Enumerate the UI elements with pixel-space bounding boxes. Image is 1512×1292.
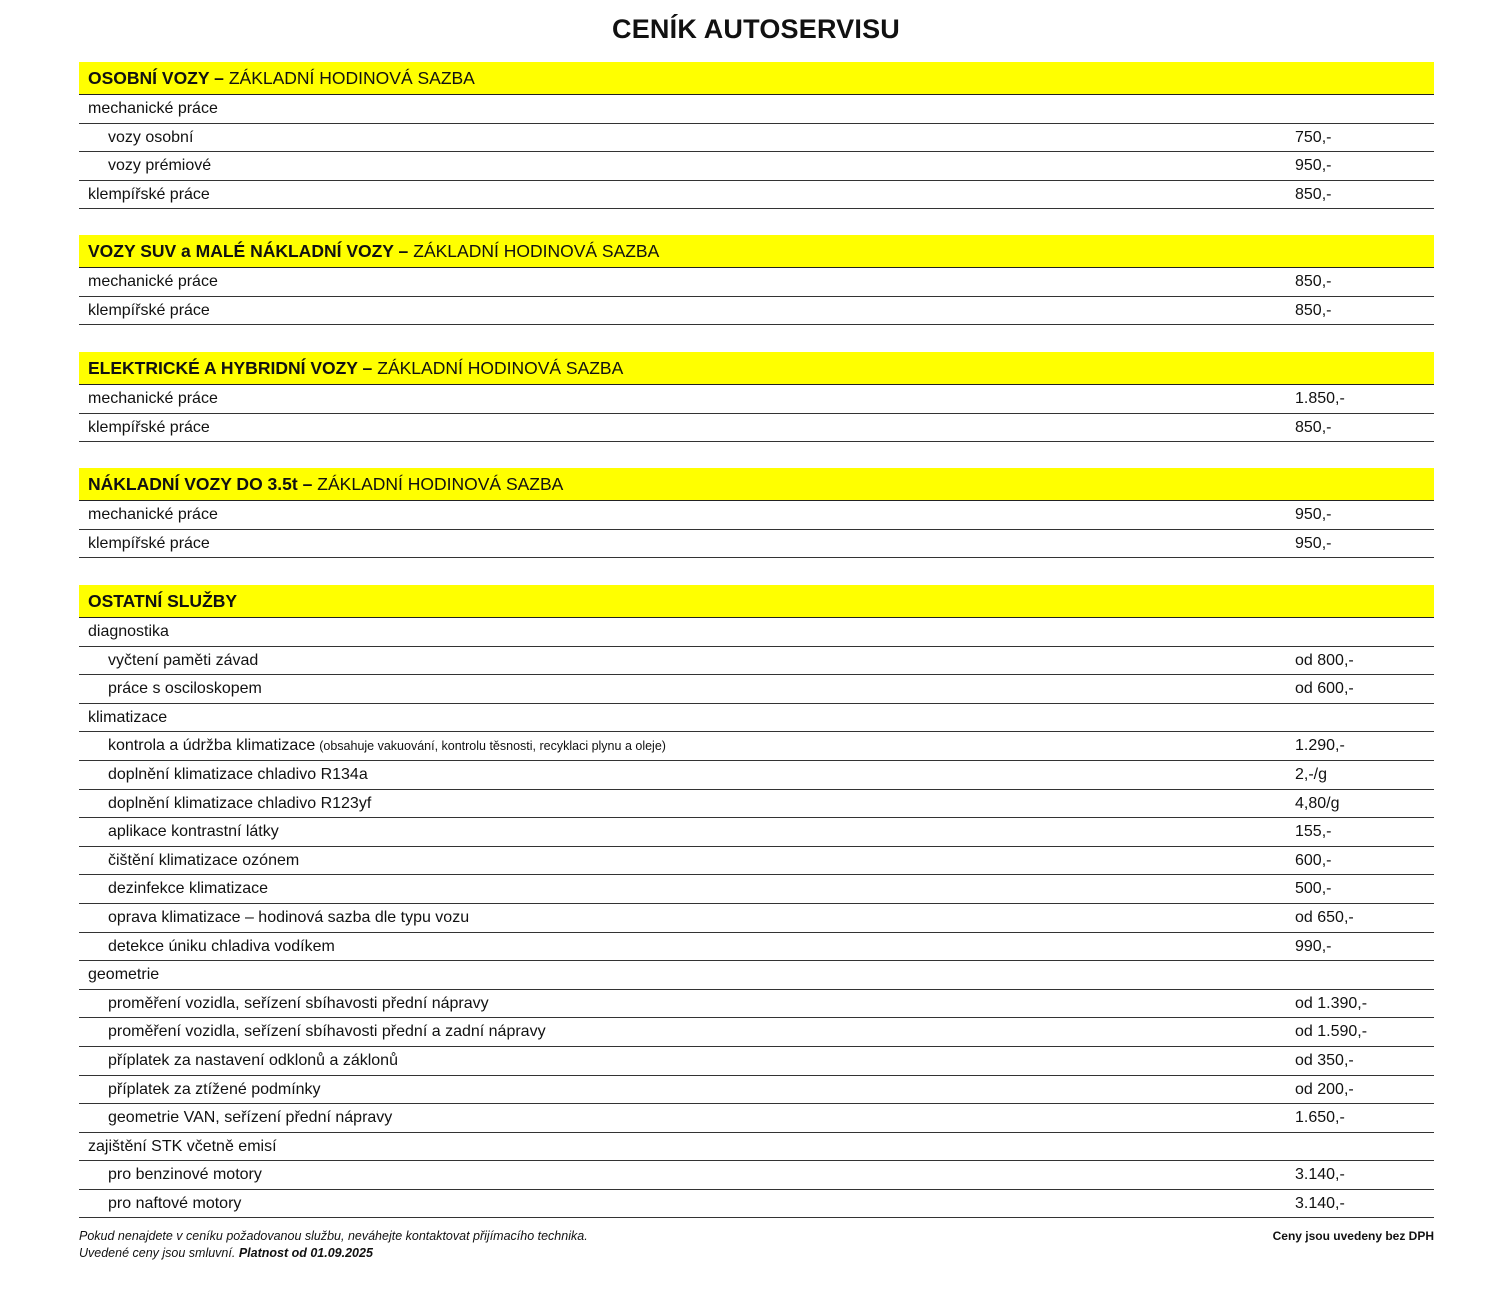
section-subtitle: ZÁKLADNÍ HODINOVÁ SAZBA bbox=[317, 473, 564, 494]
service-label bbox=[88, 618, 169, 645]
service-name: dezinfekce klimatizace bbox=[108, 880, 269, 898]
service-label bbox=[88, 704, 167, 731]
service-label bbox=[108, 818, 279, 845]
service-label bbox=[108, 904, 469, 931]
section-header bbox=[79, 62, 1434, 95]
service-price: 950,- bbox=[1295, 534, 1332, 552]
footer-valid-from: Platnost od 01.09.2025 bbox=[238, 1246, 373, 1260]
service-name: klempířské práce bbox=[88, 418, 210, 436]
service-price: 850,- bbox=[1295, 301, 1332, 319]
section-title: ELEKTRICKÉ A HYBRIDNÍ VOZY – bbox=[88, 357, 373, 378]
price-row bbox=[79, 501, 1434, 530]
service-name: doplnění klimatizace chladivo R123yf bbox=[108, 794, 372, 812]
footer-contract-note: Uvedené ceny jsou smluvní. bbox=[79, 1246, 236, 1260]
price-row bbox=[79, 761, 1434, 790]
section-header bbox=[79, 352, 1434, 385]
service-label bbox=[88, 961, 159, 988]
page-title: CENÍK AUTOSERVISU bbox=[612, 14, 900, 44]
service-name: mechanické práce bbox=[88, 390, 218, 407]
price-row bbox=[79, 904, 1434, 933]
service-price: 3.140,- bbox=[1295, 1166, 1345, 1184]
section-header bbox=[79, 468, 1434, 501]
service-name: kontrola a údržba klimatizace bbox=[108, 737, 316, 755]
service-label bbox=[108, 647, 258, 674]
section-title: VOZY SUV a MALÉ NÁKLADNÍ VOZY – bbox=[88, 240, 409, 261]
service-name: mechanické práce bbox=[88, 273, 218, 290]
service-price: 1.650,- bbox=[1295, 1109, 1345, 1127]
price-row bbox=[79, 818, 1434, 847]
service-label bbox=[88, 181, 210, 208]
price-row bbox=[79, 647, 1434, 676]
section bbox=[79, 62, 1434, 209]
service-name: klempířské práce bbox=[88, 534, 210, 552]
section bbox=[79, 585, 1434, 1218]
service-price: 1.850,- bbox=[1295, 390, 1345, 407]
service-price: od 1.590,- bbox=[1295, 1023, 1368, 1041]
service-label bbox=[108, 990, 489, 1017]
service-price: od 1.390,- bbox=[1295, 994, 1368, 1012]
service-label bbox=[108, 152, 211, 179]
price-row bbox=[79, 875, 1434, 904]
service-name: detekce úniku chladiva vodíkem bbox=[108, 937, 335, 955]
service-name: vozy osobní bbox=[108, 128, 194, 146]
service-name: vozy prémiové bbox=[108, 157, 212, 175]
service-price: od 800,- bbox=[1295, 651, 1354, 669]
service-price: od 600,- bbox=[1295, 680, 1354, 698]
price-row bbox=[79, 1133, 1434, 1162]
service-label bbox=[108, 1047, 398, 1074]
price-row bbox=[79, 1018, 1434, 1047]
footer-vat-note: Ceny jsou uvedeny bez DPH bbox=[1272, 1229, 1434, 1243]
price-row bbox=[79, 990, 1434, 1019]
service-name: proměření vozidla, seřízení sbíhavosti přední nápravy bbox=[108, 994, 489, 1012]
service-name: vyčtení paměti závad bbox=[108, 651, 259, 669]
price-row bbox=[79, 675, 1434, 704]
service-name: proměření vozidla, seřízení sbíhavosti přední a zadní nápravy bbox=[108, 1023, 546, 1041]
section-title: OSOBNÍ VOZY – bbox=[88, 67, 224, 88]
service-name: klempířské práce bbox=[88, 185, 210, 203]
service-label bbox=[108, 761, 368, 788]
price-row bbox=[79, 704, 1434, 733]
section-header bbox=[79, 235, 1434, 268]
price-row bbox=[79, 181, 1434, 210]
price-row bbox=[79, 268, 1434, 297]
service-label bbox=[108, 1161, 262, 1188]
service-label bbox=[108, 124, 193, 151]
service-name: doplnění klimatizace chladivo R134a bbox=[108, 765, 368, 783]
service-price: 850,- bbox=[1295, 273, 1332, 290]
price-row bbox=[79, 1047, 1434, 1076]
section-subtitle: ZÁKLADNÍ HODINOVÁ SAZBA bbox=[413, 240, 660, 261]
service-label bbox=[88, 385, 218, 412]
footer-validity bbox=[79, 1245, 1434, 1262]
service-label bbox=[88, 268, 218, 295]
service-name: pro benzinové motory bbox=[108, 1166, 262, 1184]
section bbox=[79, 235, 1434, 325]
price-row bbox=[79, 790, 1434, 819]
price-row bbox=[79, 961, 1434, 990]
service-price: 850,- bbox=[1295, 418, 1332, 436]
service-price: 3.140,- bbox=[1295, 1194, 1345, 1212]
service-label bbox=[108, 675, 262, 702]
service-price: 2,-/g bbox=[1295, 765, 1328, 783]
footer bbox=[79, 1228, 1434, 1262]
section-title: OSTATNÍ SLUŽBY bbox=[88, 590, 238, 611]
service-label bbox=[88, 297, 210, 324]
service-note: (obsahuje vakuování, kontrolu těsnosti, recyklaci plynu a oleje) bbox=[319, 739, 666, 754]
price-row bbox=[79, 1104, 1434, 1133]
service-price: 990,- bbox=[1295, 937, 1332, 955]
section bbox=[79, 352, 1434, 442]
service-label bbox=[88, 95, 218, 122]
section bbox=[79, 468, 1434, 558]
service-label bbox=[108, 1076, 321, 1103]
service-name: klempířské práce bbox=[88, 301, 210, 319]
service-price: 950,- bbox=[1295, 506, 1332, 523]
service-name: geometrie VAN, seřízení přední nápravy bbox=[108, 1109, 393, 1127]
service-price: 600,- bbox=[1295, 851, 1332, 869]
price-row bbox=[79, 152, 1434, 181]
service-name: mechanické práce bbox=[88, 506, 218, 523]
service-label bbox=[108, 790, 371, 817]
section-subtitle: ZÁKLADNÍ HODINOVÁ SAZBA bbox=[228, 67, 475, 88]
service-price: 750,- bbox=[1295, 128, 1332, 146]
price-row bbox=[79, 124, 1434, 153]
service-name: aplikace kontrastní látky bbox=[108, 823, 279, 841]
service-price: od 650,- bbox=[1295, 908, 1354, 926]
service-label bbox=[88, 414, 210, 441]
service-price: 850,- bbox=[1295, 185, 1332, 203]
service-name: oprava klimatizace – hodinová sazba dle typu vozu bbox=[108, 908, 470, 926]
price-row bbox=[79, 297, 1434, 326]
service-price: od 200,- bbox=[1295, 1080, 1354, 1098]
price-row bbox=[79, 732, 1434, 761]
service-name: příplatek za nastavení odklonů a záklonů bbox=[108, 1051, 398, 1069]
price-row bbox=[79, 847, 1434, 876]
footer-note: Pokud nenajdete v ceníku požadovanou službu, neváhejte kontaktovat přijímacího technika. bbox=[79, 1229, 588, 1243]
service-name: příplatek za ztížené podmínky bbox=[108, 1080, 321, 1098]
service-name: čištění klimatizace ozónem bbox=[108, 851, 300, 869]
service-price: 950,- bbox=[1295, 157, 1332, 175]
section-subtitle: ZÁKLADNÍ HODINOVÁ SAZBA bbox=[377, 357, 624, 378]
service-label bbox=[108, 847, 299, 874]
price-row bbox=[79, 1190, 1434, 1219]
service-label bbox=[88, 501, 218, 528]
service-name: pro naftové motory bbox=[108, 1194, 242, 1212]
price-row bbox=[79, 1161, 1434, 1190]
service-label bbox=[108, 1104, 392, 1131]
price-row bbox=[79, 618, 1434, 647]
service-label bbox=[108, 875, 268, 902]
price-row bbox=[79, 933, 1434, 962]
service-label bbox=[108, 732, 666, 760]
service-label bbox=[108, 933, 335, 960]
service-price: 1.290,- bbox=[1295, 737, 1345, 755]
service-price: od 350,- bbox=[1295, 1051, 1354, 1069]
section-title: NÁKLADNÍ VOZY DO 3.5t – bbox=[88, 473, 313, 494]
service-name: mechanické práce bbox=[88, 100, 218, 117]
service-label bbox=[88, 530, 210, 557]
price-row bbox=[79, 385, 1434, 414]
service-label bbox=[108, 1018, 546, 1045]
price-row bbox=[79, 95, 1434, 124]
service-name: zajištění STK včetně emisí bbox=[88, 1137, 277, 1155]
service-label bbox=[108, 1190, 241, 1217]
service-name: práce s osciloskopem bbox=[108, 680, 262, 698]
price-row bbox=[79, 530, 1434, 559]
service-price: 155,- bbox=[1295, 823, 1332, 841]
service-price: 500,- bbox=[1295, 880, 1332, 898]
section-header bbox=[79, 585, 1434, 618]
service-name: geometrie bbox=[88, 966, 160, 984]
service-name: diagnostika bbox=[88, 623, 169, 640]
service-price: 4,80/g bbox=[1295, 794, 1340, 812]
price-row bbox=[79, 414, 1434, 443]
service-label bbox=[88, 1133, 277, 1160]
price-row bbox=[79, 1076, 1434, 1105]
service-name: klimatizace bbox=[88, 708, 168, 726]
